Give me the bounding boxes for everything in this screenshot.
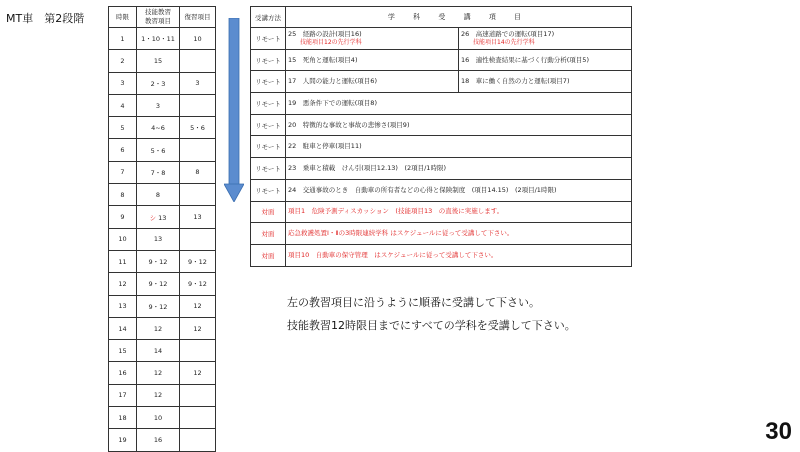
subject-text: 22 駐車と停車(項目11): [288, 142, 362, 151]
instructions: [287, 296, 576, 342]
skill-item-cell: 4~6: [137, 117, 180, 139]
subject-cell: [286, 244, 632, 266]
period-cell: 10: [109, 228, 137, 250]
subject-cell: [286, 158, 632, 180]
subject-note: 技能項目12の先行学科: [300, 38, 362, 46]
down-arrow-icon: [224, 18, 244, 202]
subject-cell: [286, 201, 632, 223]
skill-item-cell: 3: [137, 94, 180, 116]
subject-cell: [459, 49, 632, 71]
skill-item-cell: 8: [137, 184, 180, 206]
skill-item-cell: 9・12: [137, 250, 180, 272]
instruction-line: 技能教習12時限目までにすべての学科を受講して下さい。: [287, 319, 576, 332]
subject-cell: [286, 93, 632, 115]
period-cell: 18: [109, 407, 137, 429]
period-cell: 17: [109, 384, 137, 406]
table-header-row: [251, 7, 632, 28]
page-title: MT車 第2段階: [6, 12, 85, 25]
period-cell: 1: [109, 28, 137, 50]
subject-cell: [286, 71, 459, 93]
period-cell: 16: [109, 362, 137, 384]
subject-cell: [459, 71, 632, 93]
subject-cell: [286, 223, 632, 245]
subject-text: 17 人間の能力と運転(項目6): [288, 77, 377, 86]
period-cell: 19: [109, 429, 137, 451]
review-item-cell: 12: [180, 362, 216, 384]
table-row: [251, 114, 632, 136]
method-cell: 対面: [251, 201, 286, 223]
period-cell: 3: [109, 72, 137, 94]
table-row: [109, 206, 216, 228]
instruction-line: 左の教習項目に沿うように順番に受講して下さい。: [287, 296, 540, 309]
header-period: 時限: [109, 7, 137, 28]
method-cell: リモート: [251, 71, 286, 93]
skill-item-cell: 12: [137, 362, 180, 384]
subject-text: 項目1 危険予測ディスカッション (技能項目13 の直後に実施します。: [288, 207, 504, 216]
header-subject: 学 科 受 講 項 目: [286, 7, 632, 28]
period-cell: 5: [109, 117, 137, 139]
skill-item-cell: 5・6: [137, 139, 180, 161]
period-cell: 13: [109, 295, 137, 317]
table-row: [251, 28, 632, 50]
method-cell: リモート: [251, 114, 286, 136]
review-item-cell: 5・6: [180, 117, 216, 139]
review-item-cell: 3: [180, 72, 216, 94]
subject-text: 応急救護処置Ⅰ・Ⅱの3時限連続学科 はスケジュールに従って受講して下さい。: [288, 229, 514, 238]
skill-item-cell: 12: [137, 317, 180, 339]
skill-item-cell: [137, 206, 180, 228]
subject-text: 23 乗車と積載 けん引(項目12.13) (2項目/1時限): [288, 163, 446, 172]
table-row: [109, 228, 216, 250]
period-cell: 7: [109, 161, 137, 183]
table-row: [109, 117, 216, 139]
header-review-item: 復習項目: [180, 7, 216, 28]
table-row: [251, 223, 632, 245]
table-row: [109, 28, 216, 50]
table-row: [109, 161, 216, 183]
review-item-cell: 8: [180, 161, 216, 183]
period-cell: 8: [109, 184, 137, 206]
table-row: [251, 201, 632, 223]
review-item-cell: [180, 94, 216, 116]
table-row: [251, 49, 632, 71]
review-item-cell: [180, 429, 216, 451]
method-cell: 対面: [251, 244, 286, 266]
skill-item-cell: 16: [137, 429, 180, 451]
table-row: [109, 139, 216, 161]
subject-text: 24 交通事故のとき 自動車の所有者などの心得と保険制度 (項目14.15) (2項目/1時限): [288, 185, 557, 194]
method-cell: リモート: [251, 28, 286, 50]
subject-text: 16 適性検査結果に基づく行動分析(項目5): [461, 55, 589, 64]
review-item-cell: 10: [180, 28, 216, 50]
review-item-cell: [180, 407, 216, 429]
subject-text: 25 経路の設計(項目16): [288, 29, 362, 38]
subject-cell: [286, 49, 459, 71]
review-item-cell: [180, 184, 216, 206]
period-cell: 4: [109, 94, 137, 116]
review-item-cell: [180, 384, 216, 406]
review-item-cell: [180, 228, 216, 250]
review-item-cell: [180, 50, 216, 72]
skill-item-cell: 13: [137, 228, 180, 250]
table-row: [251, 93, 632, 115]
method-cell: リモート: [251, 93, 286, 115]
table-row: [109, 317, 216, 339]
table-row: [109, 407, 216, 429]
header-method: 受講方法: [251, 7, 286, 28]
period-cell: 9: [109, 206, 137, 228]
subject-text: 項目10 自動車の保守管理 はスケジュールに従って受講して下さい。: [288, 250, 498, 259]
skill-item-cell: 12: [137, 384, 180, 406]
table-row: [109, 429, 216, 451]
period-cell: 12: [109, 273, 137, 295]
method-cell: リモート: [251, 136, 286, 158]
table-row: [109, 94, 216, 116]
skill-item-cell: 1・10・11: [137, 28, 180, 50]
subject-text: 18 車に働く自然の力と運転(項目7): [461, 77, 570, 86]
subject-text: 26 高速道路での運転(項目17): [461, 29, 555, 38]
table-row: [109, 184, 216, 206]
table-header-row: [109, 7, 216, 28]
table-row: [251, 71, 632, 93]
table-row: [109, 340, 216, 362]
period-cell: 14: [109, 317, 137, 339]
table-row: [251, 158, 632, 180]
table-row: [109, 384, 216, 406]
subject-note: 技能項目14の先行学科: [473, 38, 535, 46]
method-cell: リモート: [251, 49, 286, 71]
table-row: [109, 362, 216, 384]
skill-item-cell: 7・8: [137, 161, 180, 183]
subject-text: 20 特徴的な事故と事故の悲惨さ(項目9): [288, 120, 410, 129]
review-item-cell: 13: [180, 206, 216, 228]
review-item-cell: 12: [180, 317, 216, 339]
period-cell: 15: [109, 340, 137, 362]
skill-item-cell: 14: [137, 340, 180, 362]
table-row: [109, 273, 216, 295]
subject-cell: [286, 179, 632, 201]
period-cell: 11: [109, 250, 137, 272]
skill-item-cell: 2・3: [137, 72, 180, 94]
review-item-cell: 12: [180, 295, 216, 317]
table-row: [109, 72, 216, 94]
subject-cell: [286, 136, 632, 158]
review-item-cell: 9・12: [180, 250, 216, 272]
table-row: [109, 295, 216, 317]
method-cell: リモート: [251, 158, 286, 180]
review-item-cell: [180, 139, 216, 161]
skill-item-cell: 15: [137, 50, 180, 72]
item-prefix: シ: [149, 213, 157, 222]
header-skill-item: 技能教習 教習項目: [137, 7, 180, 28]
skill-item-cell: 10: [137, 407, 180, 429]
subject-cell: [286, 28, 459, 50]
lesson-schedule-table: [108, 6, 216, 452]
table-row: [251, 136, 632, 158]
lecture-schedule-table: [250, 6, 632, 267]
subject-text: 19 悪条件下での運転(項目8): [288, 98, 377, 107]
review-item-cell: [180, 340, 216, 362]
table-row: [109, 250, 216, 272]
period-cell: 6: [109, 139, 137, 161]
method-cell: 対面: [251, 223, 286, 245]
item-value: 13: [158, 213, 167, 222]
table-row: [109, 50, 216, 72]
skill-item-cell: 9・12: [137, 273, 180, 295]
page-number: 30: [765, 418, 792, 445]
method-cell: リモート: [251, 179, 286, 201]
subject-text: 15 死角と運転(項目4): [288, 55, 358, 64]
skill-item-cell: 9・12: [137, 295, 180, 317]
table-row: [251, 179, 632, 201]
subject-cell: [459, 28, 632, 50]
review-item-cell: 9・12: [180, 273, 216, 295]
subject-cell: [286, 114, 632, 136]
table-row: [251, 244, 632, 266]
period-cell: 2: [109, 50, 137, 72]
